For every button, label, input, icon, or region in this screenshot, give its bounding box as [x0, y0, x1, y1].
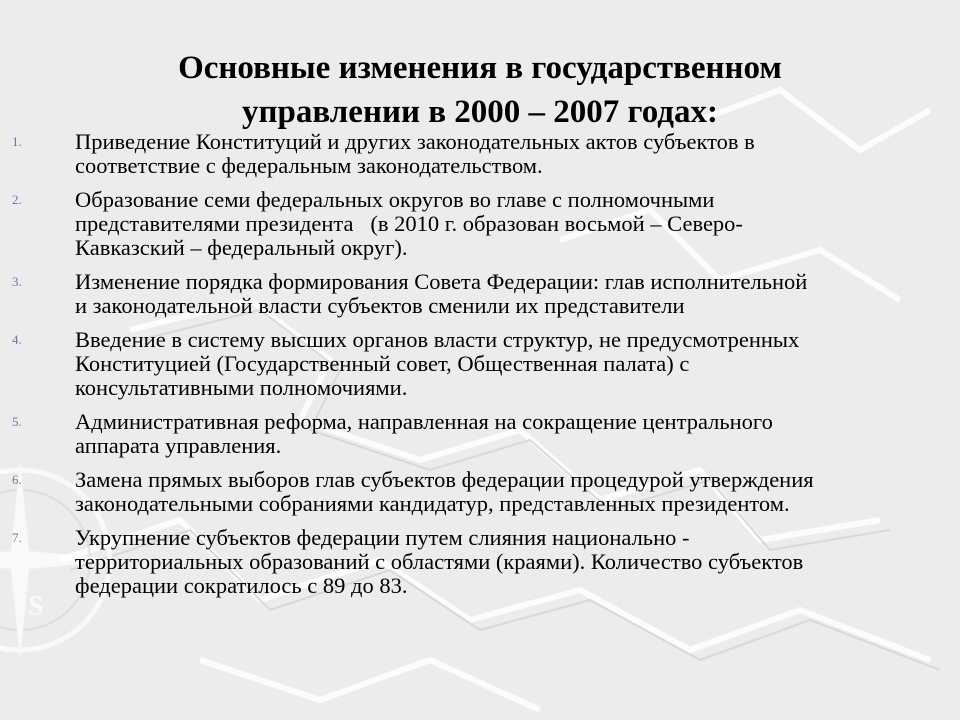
list-item-number: 2.	[12, 192, 22, 207]
list-item	[0, 130, 960, 178]
svg-text:S: S	[28, 591, 44, 622]
list-item-line: федерации сократилось с 89 до 83.	[75, 573, 408, 598]
list-item-number: 3.	[12, 274, 22, 289]
list-item-line: Замена прямых выборов глав субъектов федерации процедурой утверждения	[75, 467, 814, 492]
list-item-number: 1.	[12, 134, 22, 149]
list-item-number: 7.	[12, 530, 22, 545]
list-item-line: Образование семи федеральных округов во главе с полномочными	[75, 187, 715, 212]
slide-title-line-1: Основные изменения в государственном	[178, 50, 782, 86]
list-item-number: 6.	[12, 472, 22, 487]
changes-list	[0, 130, 960, 608]
list-item-line: законодательными собраниями кандидатур, представленных президентом.	[75, 491, 790, 516]
list-item-line: консультативными полномочиями.	[75, 375, 408, 400]
slide-title	[60, 46, 900, 134]
list-item-line: территориальных образований с областями (краями). Количество субъектов	[75, 549, 804, 574]
list-item-number: 4.	[12, 332, 22, 347]
list-item-line: Введение в систему высших органов власти структур, не предусмотренных	[75, 327, 800, 352]
list-item	[0, 468, 960, 516]
list-item-line: Приведение Конституций и других законодательных актов субъектов в	[75, 129, 755, 154]
list-item	[0, 526, 960, 598]
list-item-line: аппарата управления.	[75, 433, 282, 458]
list-item-line: Кавказский – федеральный округ).	[75, 235, 408, 260]
slide-title-line-2: управлении в 2000 – 2007 годах:	[242, 94, 718, 130]
list-item-line: представителями президента (в 2010 г. образован восьмой – Северо-	[75, 211, 743, 236]
list-item-line: Административная реформа, направленная на сокращение центрального	[75, 409, 773, 434]
list-item-line: соответствие с федеральным законодательством.	[75, 153, 543, 178]
list-item-line: Конституцией (Государственный совет, Общественная палата) с	[75, 351, 690, 376]
list-item-line: Укрупнение субъектов федерации путем слияния национально -	[75, 525, 690, 550]
list-item-line: Изменение порядка формирования Совета Федерации: глав исполнительной	[75, 269, 808, 294]
list-item	[0, 410, 960, 458]
list-item-line: и законодательной власти субъектов сменили их представители	[75, 293, 685, 318]
list-item	[0, 188, 960, 260]
list-item-number: 5.	[12, 414, 22, 429]
list-item	[0, 270, 960, 318]
list-item	[0, 328, 960, 400]
